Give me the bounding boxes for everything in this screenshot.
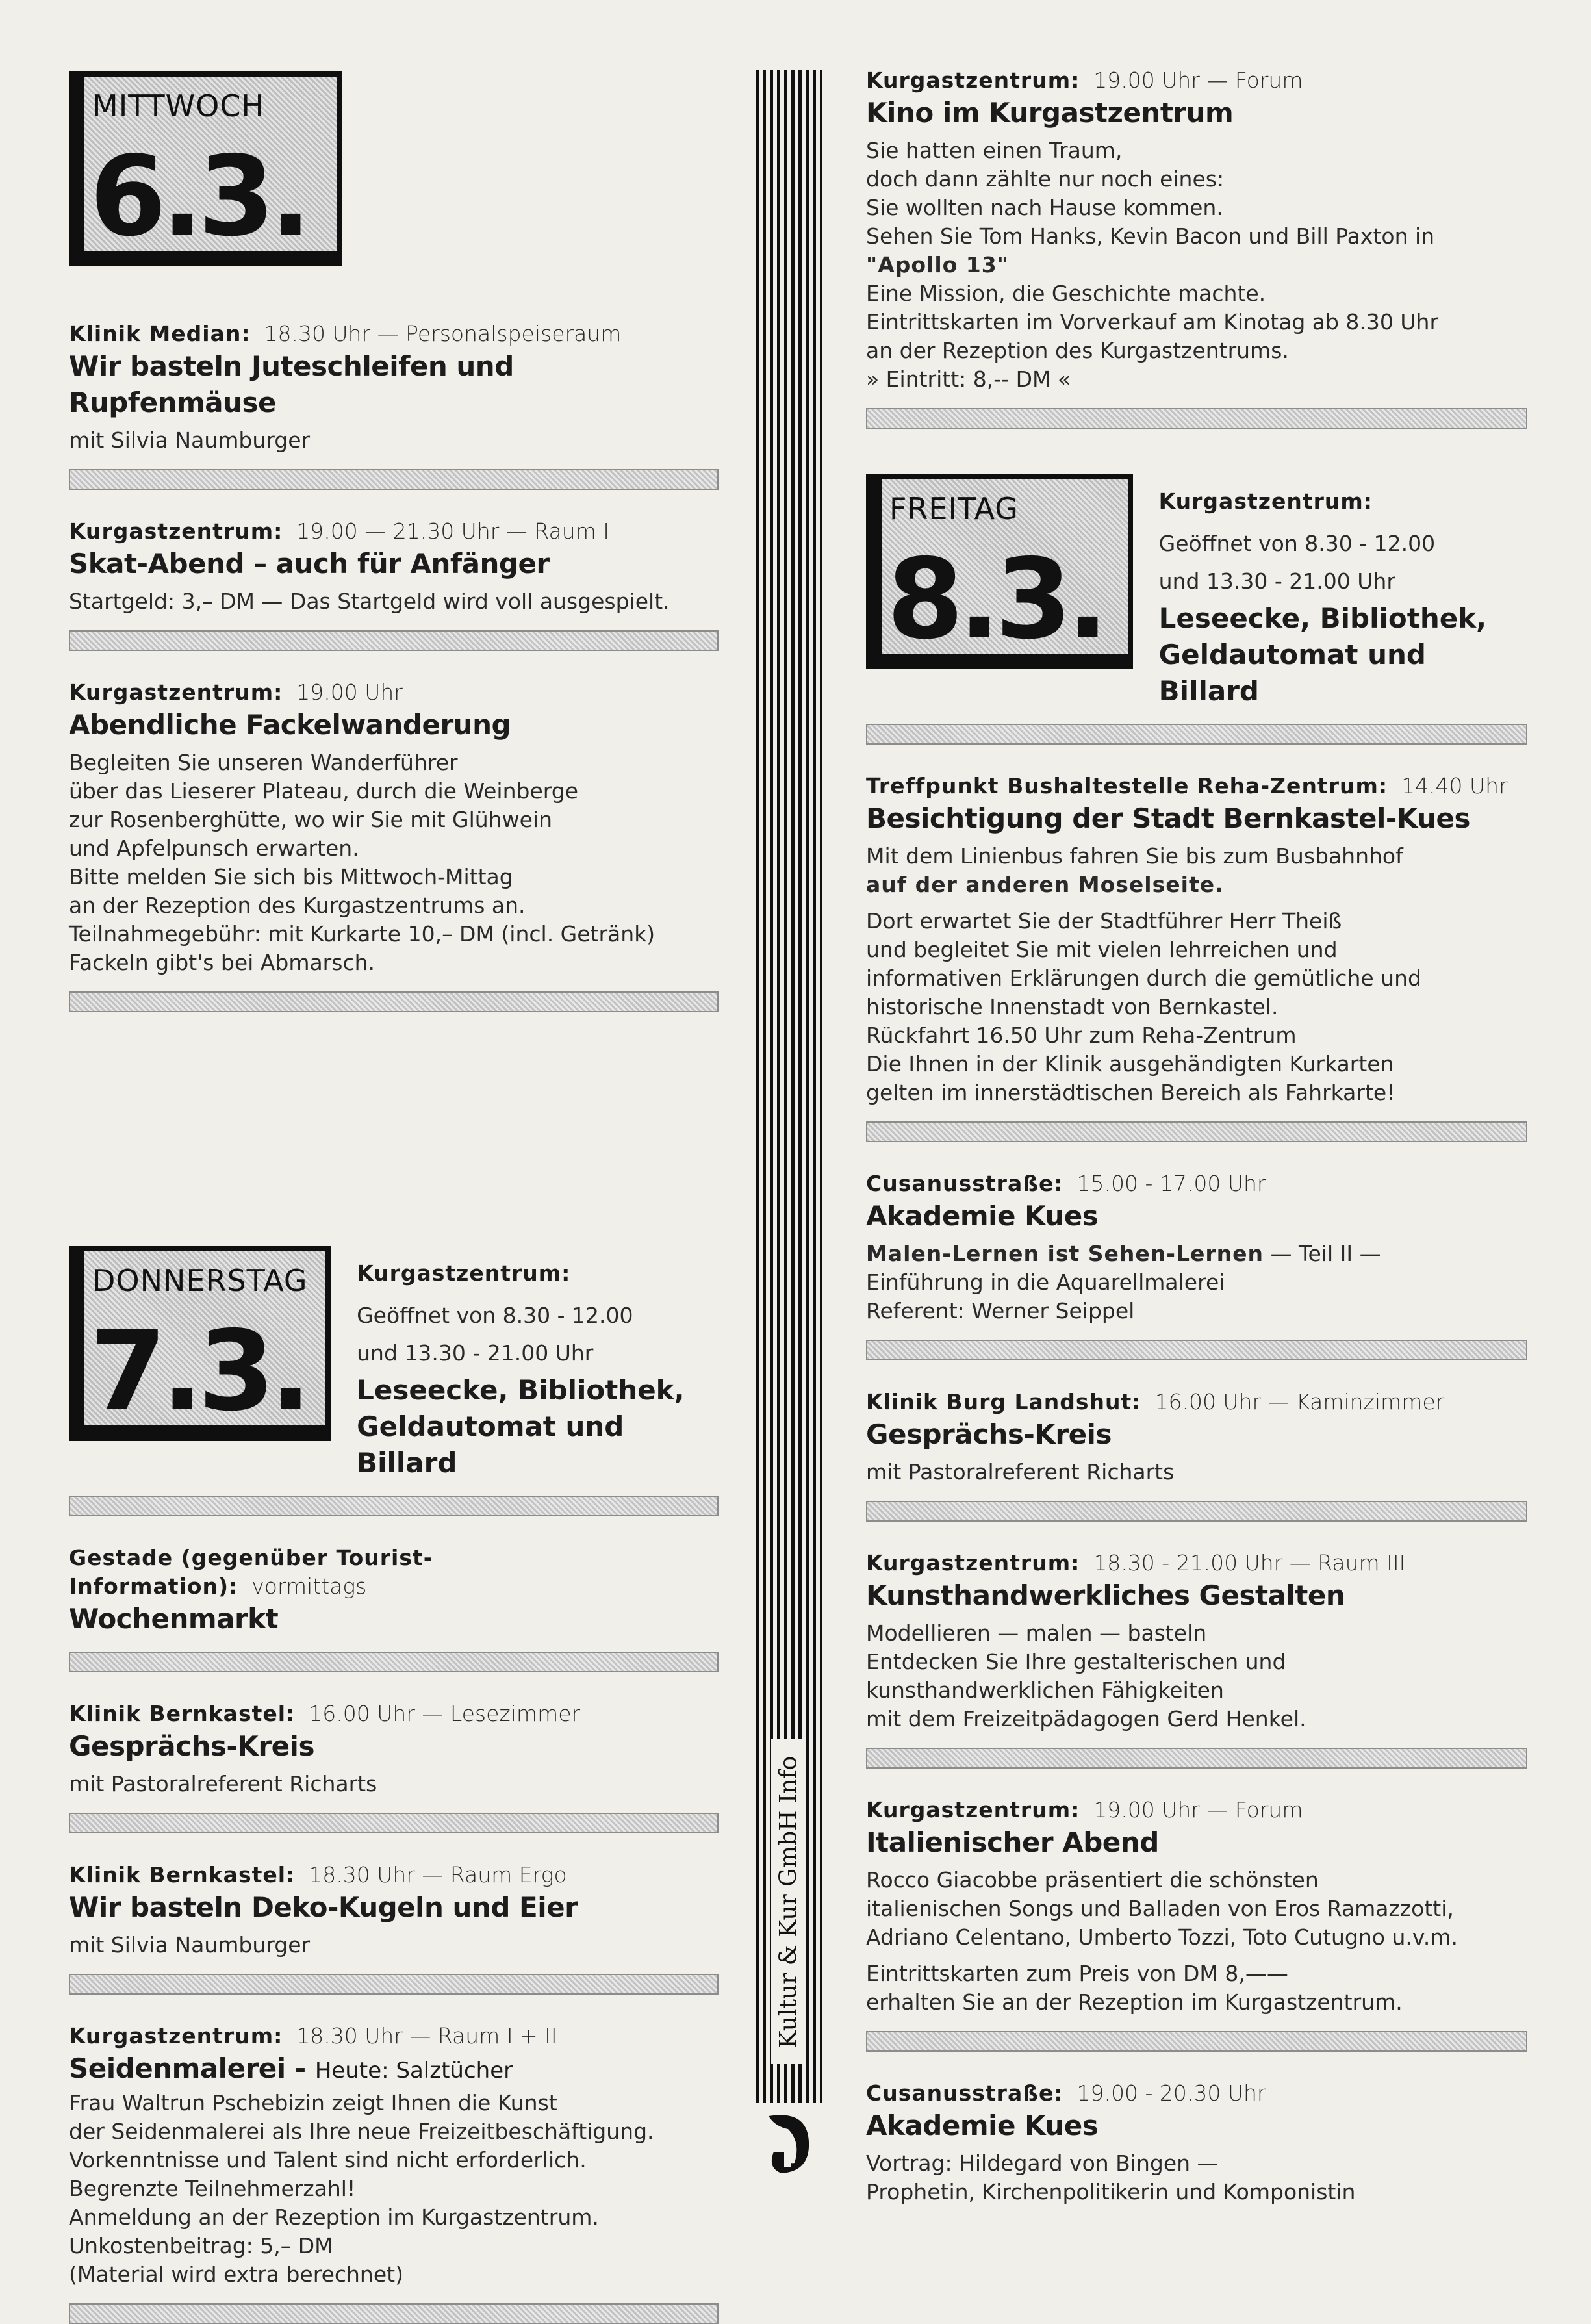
- event-title: Gesprächs-Kreis: [69, 1730, 314, 1762]
- event-detail: Die Ihnen in der Klinik ausgehändigten Kurkarten: [866, 1051, 1394, 1077]
- event-klinik-median: [69, 320, 719, 455]
- event-time: 16.00 Uhr — Kaminzimmer: [1154, 1389, 1445, 1414]
- event-location: Cusanusstraße:: [866, 1171, 1063, 1196]
- right-column: [866, 66, 1527, 2206]
- publisher-logo-icon: [756, 2103, 822, 2181]
- event-detail: zur Rosenberghütte, wo wir Sie mit Glühwein: [69, 807, 552, 832]
- event-detail: an der Rezeption des Kurgastzentrums.: [866, 338, 1289, 363]
- separator-bar: [866, 408, 1527, 429]
- event-detail: Teilnahmegebühr: mit Kurkarte 10,– DM (incl. Getränk): [69, 921, 655, 947]
- event-detail: Einführung in die Aquarellmalerei: [866, 1270, 1225, 1295]
- date-number: 8.3.: [887, 535, 1104, 664]
- event-location: Kurgastzentrum:: [866, 68, 1080, 93]
- event-detail: mit Silvia Naumburger: [69, 428, 311, 453]
- event-detail: Rückfahrt 16.50 Uhr zum Reha-Zentrum: [866, 1023, 1297, 1048]
- event-location: Kurgastzentrum:: [1158, 489, 1373, 514]
- event-detail: Begleiten Sie unseren Wanderführer: [69, 750, 458, 775]
- event-detail: informativen Erklärungen durch die gemütliche und: [866, 965, 1421, 991]
- event-detail: und begleitet Sie mit vielen lehrreichen und: [866, 937, 1338, 962]
- event-location: Kurgastzentrum:: [69, 680, 283, 705]
- event-detail: über das Lieserer Plateau, durch die Weinberge: [69, 778, 579, 804]
- event-detail: Vortrag: Hildegard von Bingen —: [866, 2151, 1219, 2176]
- event-title: Leseecke, Bibliothek,: [357, 1374, 685, 1406]
- separator-bar: [69, 1496, 719, 1516]
- event-location: Klinik Burg Landshut:: [866, 1389, 1141, 1414]
- event-title: Kunsthandwerkliches Gestalten: [866, 1579, 1345, 1611]
- event-title: Kino im Kurgastzentrum: [866, 97, 1234, 129]
- event-time: 18.30 - 21.00 Uhr — Raum III: [1093, 1550, 1406, 1576]
- separator-bar: [866, 1501, 1527, 1522]
- separator-bar: [866, 2031, 1527, 2052]
- event-title: Geldautomat und Billard: [357, 1411, 624, 1479]
- event-detail: Begrenzte Teilnehmerzahl!: [69, 2176, 356, 2201]
- event-location: Cusanusstraße:: [866, 2080, 1063, 2106]
- event-title: Leseecke, Bibliothek,: [1158, 602, 1487, 634]
- event-detail: mit dem Freizeitpädagogen Gerd Henkel.: [866, 1706, 1306, 1731]
- event-detail: Referent: Werner Seippel: [866, 1298, 1135, 1323]
- event-title: Besichtigung der Stadt Bernkastel-Kues: [866, 802, 1470, 834]
- event-title: Gesprächs-Kreis: [866, 1418, 1112, 1450]
- event-time: vormittags: [251, 1574, 367, 1599]
- opening-hours: und 13.30 - 21.00 Uhr: [1158, 568, 1395, 594]
- day-info: [357, 1246, 719, 1481]
- day-label: DONNERSTAG: [92, 1263, 308, 1298]
- date-number: 6.3.: [90, 133, 307, 261]
- date-box-donnerstag: [69, 1246, 331, 1441]
- event-detail: mit Silvia Naumburger: [69, 1932, 311, 1958]
- event-detail: (Material wird extra berechnet): [69, 2262, 403, 2287]
- event-time: 16.00 Uhr — Lesezimmer: [309, 1701, 581, 1726]
- event-subtitle: Heute: Salztücher: [314, 2058, 513, 2084]
- day-block-donnerstag: [69, 1246, 719, 1481]
- event-location: Kurgastzentrum:: [69, 518, 283, 544]
- event-title: Wochenmarkt: [69, 1603, 279, 1635]
- event-stadtbesichtigung: [866, 772, 1527, 1107]
- separator-bar: [866, 724, 1527, 745]
- day-label: MITTWOCH: [92, 88, 265, 123]
- event-detail: an der Rezeption des Kurgastzentrums an.: [69, 893, 526, 918]
- event-detail-bold: auf der anderen Moselseite.: [866, 872, 1224, 897]
- event-time: 18.30 Uhr — Raum I + II: [296, 2023, 557, 2049]
- event-akademie-kues-vortrag: [866, 2079, 1527, 2206]
- event-title: Geldautomat und Billard: [1158, 639, 1426, 707]
- opening-hours: Geöffnet von 8.30 - 12.00: [1158, 531, 1436, 556]
- event-location: Kurgastzentrum:: [866, 1797, 1080, 1822]
- event-detail: Sie hatten einen Traum,: [866, 138, 1123, 163]
- event-detail: Eintrittskarten zum Preis von DM 8,——: [866, 1961, 1288, 1986]
- event-detail: Mit dem Linienbus fahren Sie bis zum Busbahnhof: [866, 843, 1403, 869]
- left-column: [69, 71, 719, 2324]
- event-location: Kurgastzentrum:: [866, 1550, 1080, 1576]
- event-time: 19.00 — 21.30 Uhr — Raum I: [296, 518, 610, 544]
- event-detail: Vorkenntnisse und Talent sind nicht erforderlich.: [69, 2147, 587, 2173]
- event-detail: Prophetin, Kirchenpolitikerin und Komponistin: [866, 2179, 1356, 2204]
- event-detail: Startgeld: 3,– DM — Das Startgeld wird voll ausgespielt.: [69, 589, 670, 614]
- separator-bar: [866, 1748, 1527, 1769]
- event-detail: historische Innenstadt von Bernkastel.: [866, 994, 1279, 1019]
- separator-bar: [69, 1974, 719, 1995]
- event-title: Akademie Kues: [866, 1200, 1099, 1232]
- date-number: 7.3.: [90, 1307, 307, 1436]
- separator-bar: [866, 1121, 1527, 1142]
- date-box-mittwoch: [69, 71, 342, 266]
- event-detail: der Seidenmalerei als Ihre neue Freizeitbeschäftigung.: [69, 2119, 654, 2144]
- event-detail: Unkostenbeitrag: 5,– DM: [69, 2233, 333, 2258]
- separator-bar: [69, 1652, 719, 1672]
- opening-hours: und 13.30 - 21.00 Uhr: [357, 1340, 594, 1366]
- event-location: Klinik Median:: [69, 321, 251, 346]
- event-seidenmalerei: [69, 2022, 719, 2289]
- event-time: 18.30 Uhr — Personalspeiseraum: [264, 321, 622, 346]
- separator-bar: [69, 1813, 719, 1833]
- separator-bar: [69, 2303, 719, 2324]
- event-subtitle: Malen-Lernen ist Sehen-Lernen: [866, 1241, 1264, 1266]
- event-location: Gestade (gegenüber Tourist-Information):: [69, 1545, 433, 1599]
- event-title: Seidenmalerei -: [69, 2052, 306, 2084]
- day-label: FREITAG: [889, 491, 1019, 526]
- publisher-label: [771, 1739, 806, 2064]
- day-info: [1159, 474, 1527, 709]
- opening-hours: Geöffnet von 8.30 - 12.00: [357, 1303, 633, 1328]
- separator-bar: [69, 991, 719, 1012]
- event-detail: » Eintritt: 8,-- DM «: [866, 366, 1071, 392]
- event-italienischer-abend: [866, 1796, 1527, 2017]
- event-detail: Eine Mission, die Geschichte machte.: [866, 281, 1266, 306]
- event-time: 19.00 Uhr — Forum: [1093, 68, 1303, 93]
- separator-bar: [866, 1340, 1527, 1360]
- event-location: Treffpunkt Bushaltestelle Reha-Zentrum:: [866, 773, 1388, 798]
- event-detail: Frau Waltrun Pschebizin zeigt Ihnen die Kunst: [69, 2090, 557, 2115]
- event-detail: Entdecken Sie Ihre gestalterischen und: [866, 1649, 1286, 1674]
- event-detail: doch dann zählte nur noch eines:: [866, 166, 1225, 192]
- day-block-freitag: [866, 474, 1527, 709]
- event-detail: und Apfelpunsch erwarten.: [69, 836, 359, 861]
- event-detail: Dort erwartet Sie der Stadtführer Herr Theiß: [866, 908, 1342, 934]
- event-fackelwanderung: [69, 678, 719, 977]
- event-detail: erhalten Sie an der Rezeption im Kurgastzentrum.: [866, 1989, 1403, 2015]
- event-location: Kurgastzentrum:: [357, 1260, 571, 1286]
- event-detail: Eintrittskarten im Vorverkauf am Kinotag ab 8.30 Uhr: [866, 309, 1439, 335]
- event-detail: Sie wollten nach Hause kommen.: [866, 195, 1223, 220]
- event-detail: mit Pastoralreferent Richarts: [69, 1771, 377, 1796]
- event-title: Akademie Kues: [866, 2110, 1099, 2141]
- event-location: Klinik Bernkastel:: [69, 1862, 296, 1887]
- event-title: Italienischer Abend: [866, 1826, 1159, 1858]
- event-detail: Sehen Sie Tom Hanks, Kevin Bacon und Bill Paxton in: [866, 223, 1435, 249]
- film-title: "Apollo 13": [866, 252, 1009, 277]
- event-part: — Teil II —: [1270, 1241, 1381, 1266]
- publisher-text: Kultur & Kur GmbH Info: [775, 1756, 802, 2048]
- event-title: Wir basteln Deko-Kugeln und Eier: [69, 1891, 578, 1923]
- event-detail: italienischen Songs und Balladen von Eros Ramazzotti,: [866, 1896, 1454, 1921]
- event-title: Abendliche Fackelwanderung: [69, 709, 511, 741]
- event-time: 14.40 Uhr: [1401, 773, 1508, 798]
- event-time: 15.00 - 17.00 Uhr: [1076, 1171, 1266, 1196]
- event-deko-kugeln: [69, 1861, 719, 1960]
- event-detail: Bitte melden Sie sich bis Mittwoch-Mittag: [69, 864, 513, 889]
- event-gespraechskreis: [69, 1700, 719, 1798]
- event-detail: kunsthandwerklichen Fähigkeiten: [866, 1678, 1224, 1703]
- event-gespraechskreis-landshut: [866, 1388, 1527, 1487]
- event-title: Skat-Abend – auch für Anfänger: [69, 548, 550, 580]
- event-detail: Fackeln gibt's bei Abmarsch.: [69, 950, 375, 975]
- event-wochenmarkt: [69, 1544, 719, 1637]
- center-divider: [756, 70, 822, 2181]
- event-location: Klinik Bernkastel:: [69, 1701, 296, 1726]
- event-akademie-kues-malen: [866, 1169, 1527, 1325]
- event-detail: mit Pastoralreferent Richarts: [866, 1459, 1175, 1485]
- separator-bar: [69, 469, 719, 490]
- event-detail: Modellieren — malen — basteln: [866, 1620, 1207, 1646]
- event-time: 19.00 Uhr — Forum: [1093, 1797, 1303, 1822]
- event-kino: [866, 66, 1527, 394]
- event-detail: Adriano Celentano, Umberto Tozzi, Toto Cutugno u.v.m.: [866, 1924, 1458, 1950]
- event-kunsthandwerk: [866, 1549, 1527, 1733]
- event-time: 19.00 - 20.30 Uhr: [1076, 2080, 1266, 2106]
- event-title: Wir basteln Juteschleifen und Rupfenmäuse: [69, 350, 514, 418]
- event-detail: Anmeldung an der Rezeption im Kurgastzentrum.: [69, 2204, 599, 2230]
- date-box-freitag: [866, 474, 1133, 669]
- event-detail: Rocco Giacobbe präsentiert die schönsten: [866, 1867, 1319, 1893]
- event-time: 19.00 Uhr: [296, 680, 403, 705]
- event-skat-abend: [69, 517, 719, 616]
- event-detail: gelten im innerstädtischen Bereich als Fahrkarte!: [866, 1080, 1395, 1105]
- separator-bar: [69, 630, 719, 651]
- event-location: Kurgastzentrum:: [69, 2023, 283, 2049]
- event-time: 18.30 Uhr — Raum Ergo: [309, 1862, 567, 1887]
